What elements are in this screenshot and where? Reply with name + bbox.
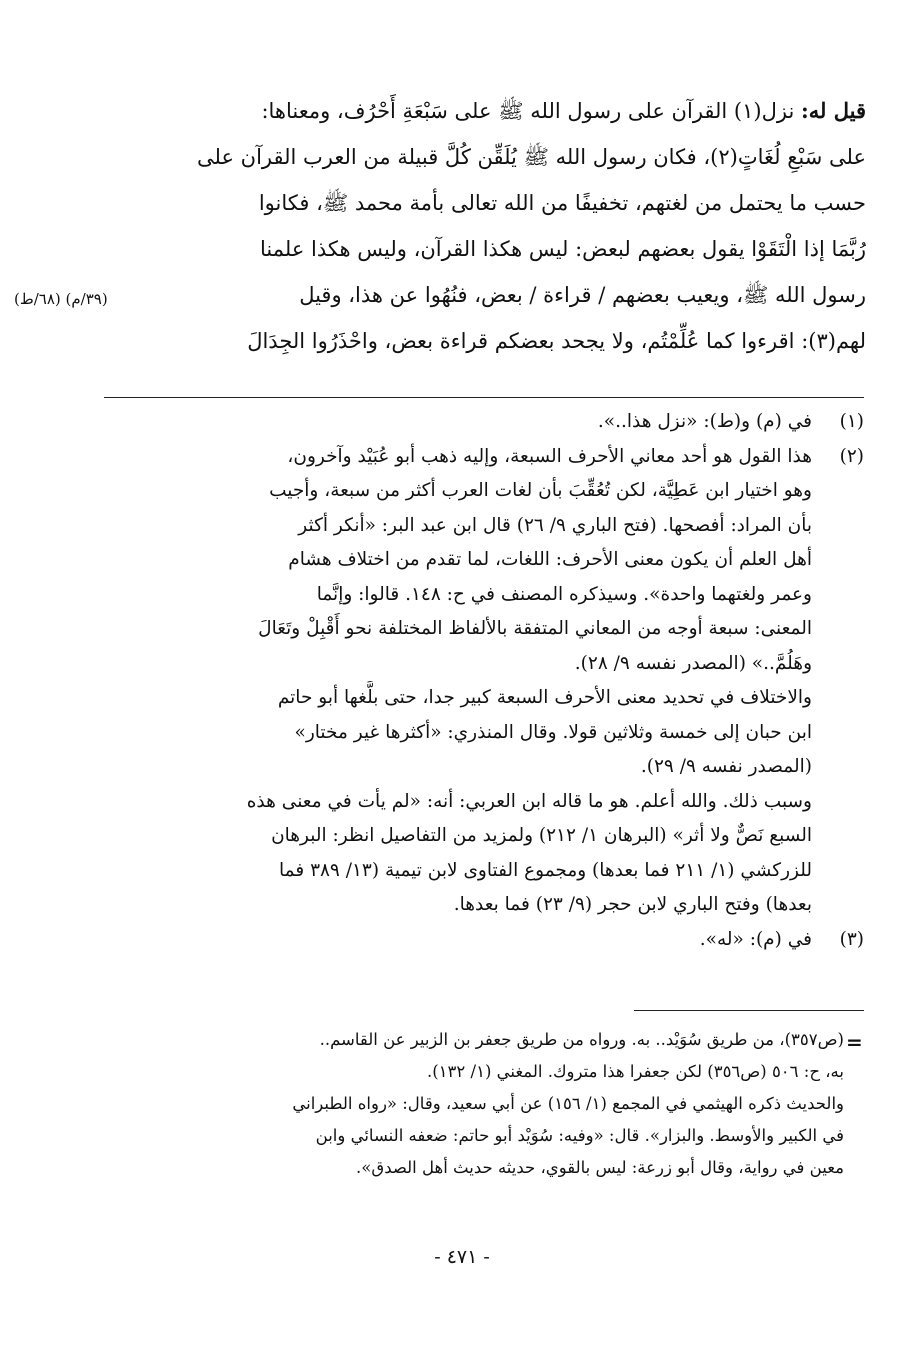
footnote-line: المعنى: سبعة أوجه من المعاني المتفقة بالألفاظ المختلفة نحو أَقْبِلْ وتَعَالَ: [258, 618, 812, 639]
footnote-line: في (م): «له».: [699, 928, 812, 950]
footnote-number: (٢): [839, 445, 864, 467]
main-line: لهم(٣): اقرءوا كما عُلِّمْتُم، ولا يجحد بعضكم قراءة بعض، واحْذَرُوا الجِدَالَ: [247, 329, 866, 353]
footnote-line: أهل العلم أن يكون معنى الأحرف: اللغات، لما تقدم من اختلاف هشام: [288, 549, 812, 570]
footnote-line: للزركشي (١/ ٢١١ فما بعدها) ومجموع الفتاوى لابن تيمية (١٣/ ٣٨٩ فما: [279, 859, 812, 881]
main-line: على سَبْعِ لُغَاتٍ(٢)، فكان رسول الله ﷺ يُلَقِّن كُلَّ قبيلة من العرب القرآن على: [196, 145, 866, 169]
footnote-separator: [104, 397, 864, 398]
main-line: [146, 88, 866, 134]
footnote-number: (١): [839, 411, 864, 432]
footnote-line: السبع نَصٌّ ولا أثر» (البرهان ١/ ٢١٢) ولمزيد من التفاصيل انظر: البرهان: [271, 825, 812, 846]
manuscript-page-reference: (٣٩/م) (٦٨/ط): [14, 290, 108, 308]
footnote-line: وعمر ولغتهما واحدة». وسيذكره المصنف في ح: ١٤٨. قالوا: وإنَّما: [316, 583, 812, 605]
main-line-rest: نزل(١) القرآن على رسول الله ﷺ على سَبْعَةِ أَحْرُف، ومعناها:: [261, 99, 795, 123]
footnote-line: والاختلاف في تحديد معنى الأحرف السبعة كبير جدا، حتى بلَّغها أبو حاتم: [277, 687, 812, 708]
footnote-3: [92, 923, 864, 958]
footnote-line: وهَلُمَّ..» (المصدر نفسه ٩/ ٢٨).: [574, 652, 812, 674]
continuation-line: معين في رواية، وقال أبو زرعة: ليس بالقوي، حديثه حديث أهل الصدق».: [356, 1158, 844, 1177]
continuation-line: والحديث ذكره الهيثمي في المجمع (١/ ١٥٦) عن أبي سعيد، وقال: «رواه الطبراني: [292, 1094, 844, 1113]
footnote-line: وهو اختيار ابن عَطِيَّة، لكن تُعُقِّبَ بأن لغات العرب أكثر من سبعة، وأجيب: [269, 480, 812, 501]
continuation-line: (ص٣٥٧)، من طريق سُوَيْد.. به. ورواه من طريق جعفر بن الزبير عن القاسم..: [319, 1030, 844, 1049]
footnote-line: بعدها) وفتح الباري لابن حجر (٩/ ٢٣) فما بعدها.: [453, 894, 812, 915]
footnote-line: (المصدر نفسه ٩/ ٢٩).: [640, 756, 812, 777]
footnote-2: [92, 440, 864, 923]
footnote-body: [92, 440, 812, 923]
footnote-body: [92, 405, 812, 440]
continuation-separator: [634, 1010, 864, 1011]
footnote-number: (٣): [839, 928, 864, 950]
main-line: رسول الله ﷺ، ويعيب بعضهم / قراءة / بعض، فنُهُوا عن هذا، وقيل: [299, 283, 866, 307]
footnote-line: ابن حبان إلى خمسة وثلاثين قولا. وقال المنذري: «أكثرها غير مختار»: [294, 721, 812, 743]
footnote-line: بأن المراد: أفصحها. (فتح الباري ٩/ ٢٦) قال ابن عبد البر: «أنكر أكثر: [298, 514, 812, 536]
main-line: رُبَّمَا إذا الْتَقَوْا يقول بعضهم لبعض: ليس هكذا القرآن، وليس هكذا علمنا: [260, 237, 866, 261]
footnote-line: وسبب ذلك. والله أعلم. هو ما قاله ابن العربي: أنه: «لم يأت في معنى هذه: [246, 790, 812, 812]
continuation-line: به، ح: ٥٠٦ (ص٣٥٦) لكن جعفرا هذا متروك. المغني (١/ ١٣٢).: [426, 1062, 844, 1081]
footnote-1: [92, 405, 864, 440]
page-number: - ٤٧١ -: [434, 1246, 490, 1268]
footnote-continuation: [124, 1024, 844, 1184]
main-text: [146, 88, 866, 364]
footnote-body: [92, 923, 812, 958]
main-line: حسب ما يحتمل من لغتهم، تخفيفًا من الله تعالى بأمة محمد ﷺ، فكانوا: [258, 191, 866, 215]
speaker-label: قيل له:: [801, 98, 866, 123]
continuation-mark: =: [846, 1030, 863, 1054]
footnote-line: هذا القول هو أحد معاني الأحرف السبعة، وإليه ذهب أبو عُبَيْد وآخرون،: [287, 445, 812, 467]
continuation-line: في الكبير والأوسط. والبزار». قال: «وفيه: سُوَيْد أبو حاتم: ضعفه النسائي وابن: [315, 1126, 844, 1145]
footnotes: [92, 405, 864, 957]
footnote-line: في (م) و(ط): «نزل هذا..».: [597, 411, 812, 432]
